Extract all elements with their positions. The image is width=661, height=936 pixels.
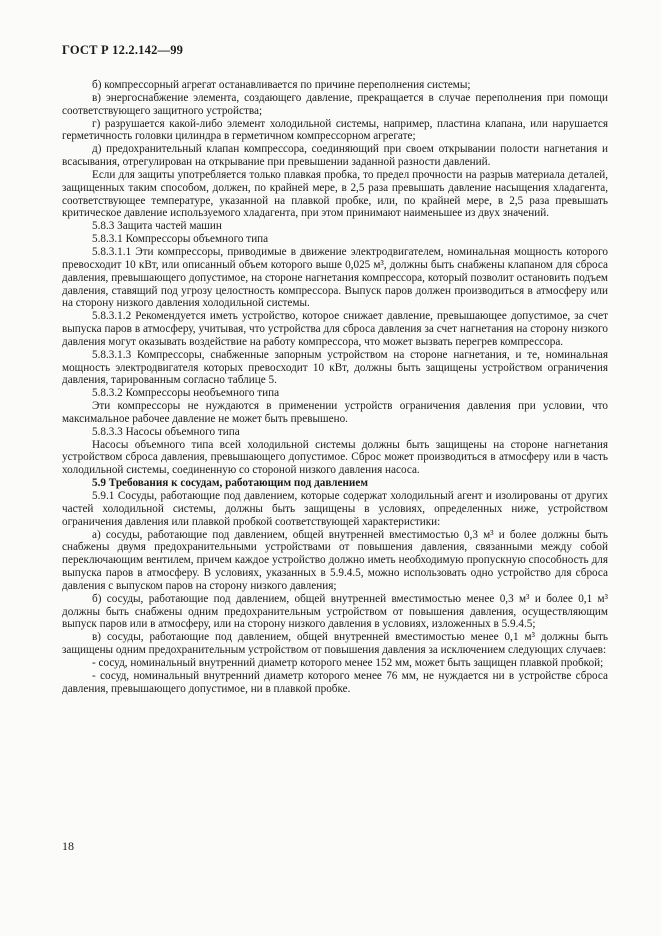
paragraph: - сосуд, номинальный внутренний диаметр которого менее 76 мм, не нуждается ни в устройстве сброса давления, превышающего допустимое, ни в плавкой пробке. xyxy=(62,669,608,695)
paragraph: 5.9.1 Сосуды, работающие под давлением, которые содержат холодильный агент и изолированы от других частей холодильной системы, должны быть защищены в условиях, определенных ниже, устройством ограничения давления или плавкой пробкой соответствующей характеристики: xyxy=(62,490,608,528)
paragraph: - сосуд, номинальный внутренний диаметр которого менее 152 мм, может быть защищен плавкой пробкой; xyxy=(92,656,604,669)
paragraph: б) сосуды, работающие под давлением, общей внутренней вместимостью менее 0,3 м³ и более 0,1 м³ должны быть снабжены одним предохранительным устройством от повышения давления, осуществляющим выпуск паров или в атмосферу, или на сторону низкого давления в условиях, изложенных в 5.9.4.5; xyxy=(62,592,608,631)
page-header-standard-title: ГОСТ Р 12.2.142—99 xyxy=(62,43,184,57)
paragraph: 5.8.3.1.1 Эти компрессоры, приводимые в движение электродвигателем, номинальная мощность которого превосходит 10 кВт, или описанный объем которого выше 0,025 м³, должны быть снабжены клапаном для сброса давления, превышающего допустимое, на стороне нагнетания компрессора, который позволит остановить подъем давления, ставящий под угрозу целостность компрессора. Выпуск паров должен производиться в атмосферу или на сторону низкого давления холодильной системы. xyxy=(62,245,608,310)
paragraph: 5.8.3.1.3 Компрессоры, снабженные запорным устройством на стороне нагнетания, и те, номинальная мощность электродвигателя которых превосходит 10 кВт, должны быть защищены устройством ограничения давления, тарированным согласно таблице 5. xyxy=(62,348,608,387)
paragraph: д) предохранительный клапан компрессора, соединяющий при своем открывании полости нагнетания и всасывания, отрегулирован на открывание при превышении заданной разности давлений. xyxy=(62,143,608,169)
paragraph: Если для защиты употребляется только плавкая пробка, то предел прочности на разрыв материала деталей, защищенных таким способом, должен, по крайней мере, в 2,5 раза превышать давление насыщения хладагента, соответствующее температуре, указанной на плавкой пробке, или, по крайней мере, в 2,5 раза превышать критическое давление используемого хладагента, при этом принимают наименьшее из двух значений. xyxy=(62,168,608,220)
section-heading: 5.9 Требования к сосудам, работающим под давлением xyxy=(92,477,368,490)
paragraph: 5.8.3.1.2 Рекомендуется иметь устройство, которое снижает давление, превышающее допустимое, за счет выпуска паров в атмосферу, учитывая, что устройства для сброса давления за счет нагнетания на сторону низкого давления могут оказывать воздействие на работу компрессора, что может вызвать перегрев компрессора. xyxy=(62,310,608,348)
paragraph: 5.8.3 Защита частей машин xyxy=(92,220,222,233)
page-number: 18 xyxy=(62,839,74,853)
document-body xyxy=(62,79,608,696)
paragraph: 5.8.3.2 Компрессоры необъемного типа xyxy=(92,387,280,400)
paragraph: 5.8.3.1 Компрессоры объемного типа xyxy=(92,233,269,246)
paragraph: г) разрушается какой-либо элемент холодильной системы, например, пластина клапана, или нарушается герметичность головки цилиндра в герметичном компрессорном агрегате; xyxy=(62,117,608,143)
paragraph: 5.8.3.3 Насосы объемного типа xyxy=(92,425,240,438)
paragraph: б) компрессорный агрегат останавливается по причине переполнения системы; xyxy=(92,79,471,91)
paragraph: в) энергоснабжение элемента, создающего давление, прекращается в случае переполнения при помощи соответствующего защитного устройства; xyxy=(62,91,608,117)
paragraph: Эти компрессоры не нуждаются в применении устройств ограничения давления при условии, что максимальное рабочее давление не может быть превышено. xyxy=(62,400,608,425)
paragraph: Насосы объемного типа всей холодильной системы должны быть защищены на стороне нагнетания устройством сброса давления, превышающего допустимое. Сброс может производиться в атмосферу или в часть холодильной системы, соединенную со стороной низкого давления насоса. xyxy=(62,438,608,477)
paragraph: а) сосуды, работающие под давлением, общей внутренней вместимостью 0,3 м³ и более должны быть снабжены двумя предохранительными устройствами от повышения давления, связанными между собой переключающим вентилем, причем каждое устройство должно иметь необходимую пропускную способность для выпуска паров в атмосферу. В условиях, указанных в 5.9.4.5, можно использовать одно устройство для сброса давления с выпуском паров на сторону низкого давления; xyxy=(62,528,608,592)
paragraph: в) сосуды, работающие под давлением, общей внутренней вместимостью менее 0,1 м³ должны быть защищены одним предохранительным устройством от повышения давления за исключением следующих случаев: xyxy=(62,631,608,657)
